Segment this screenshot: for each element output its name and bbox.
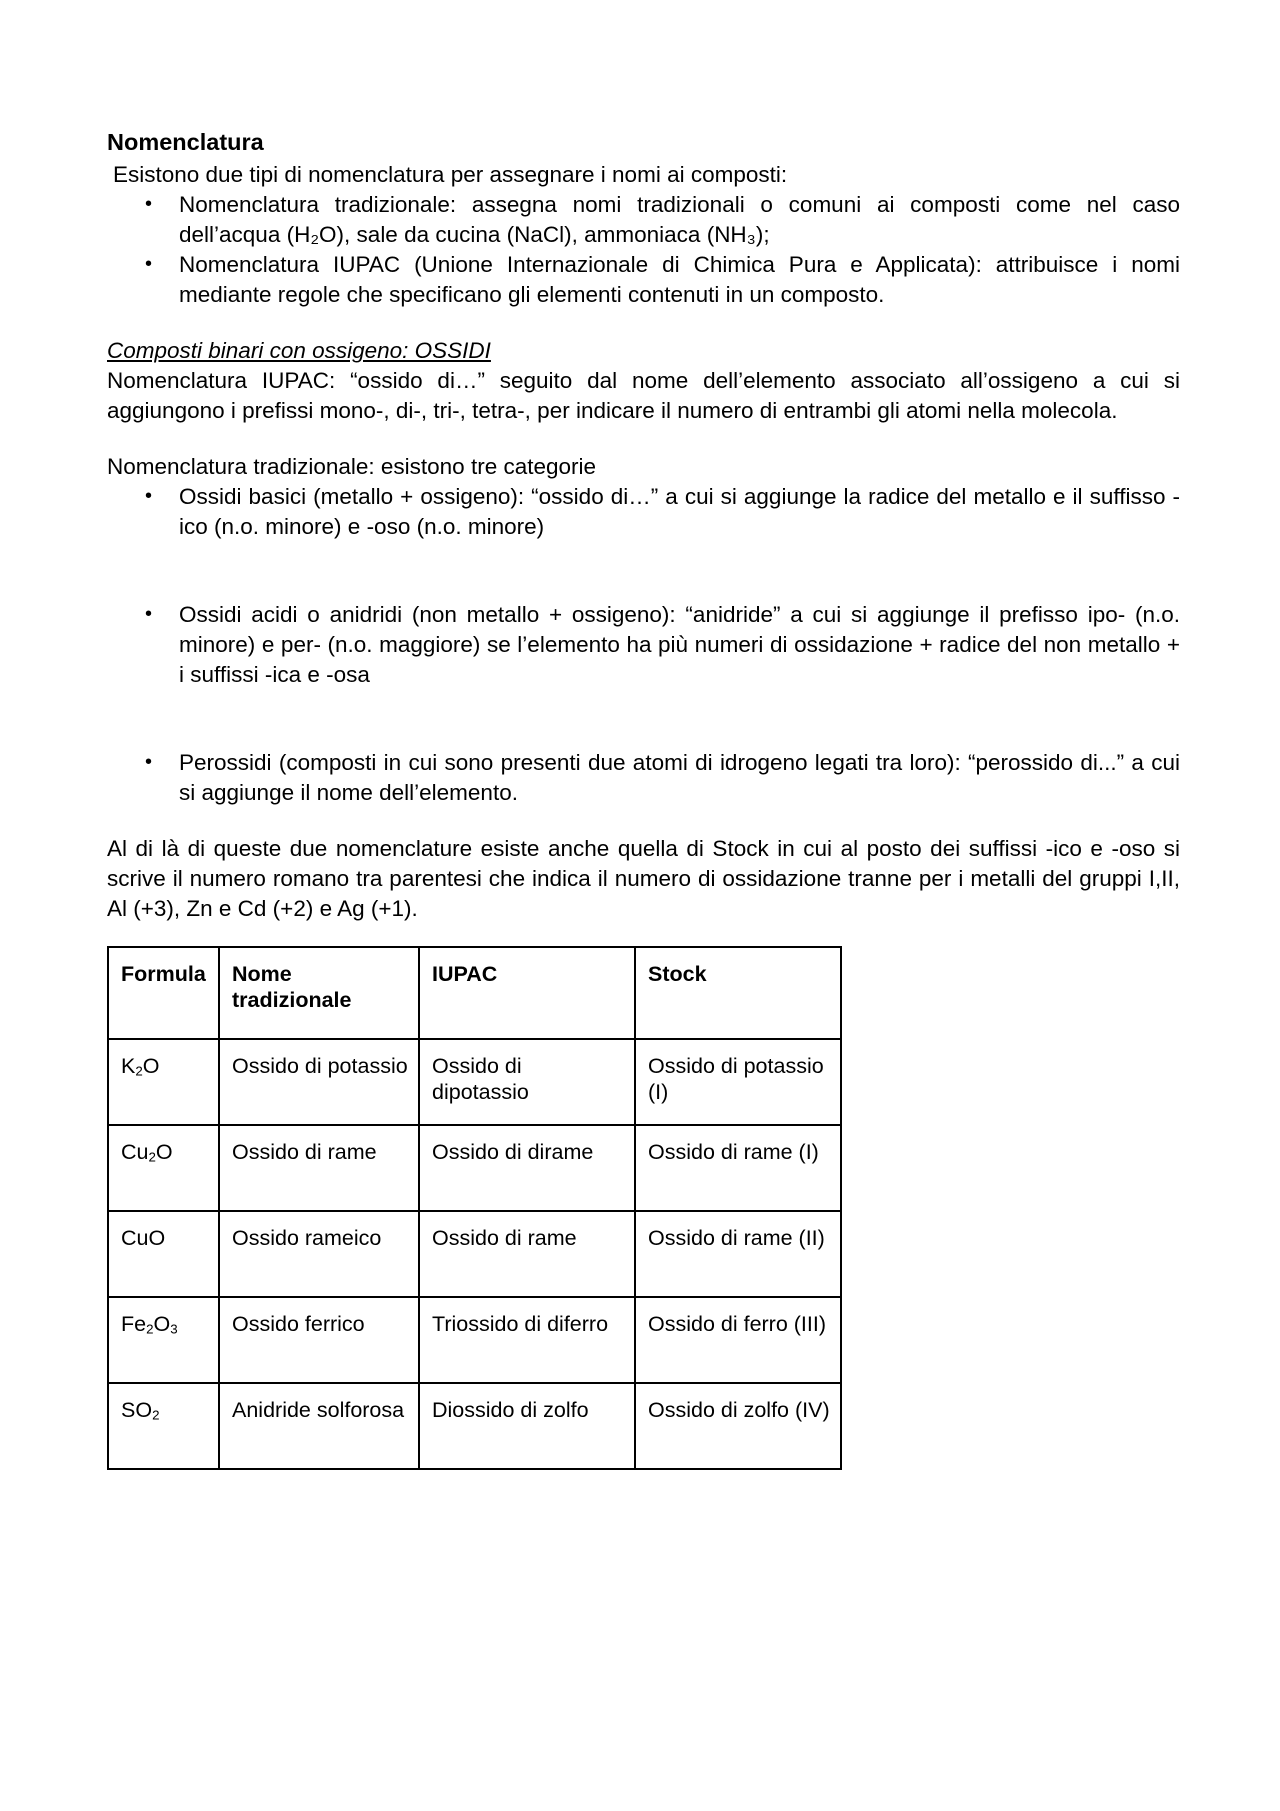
formula-symbol: SO — [121, 1398, 153, 1423]
list-item — [107, 482, 1180, 542]
cell-formula — [108, 1211, 219, 1297]
spacer — [107, 426, 1180, 452]
list-item — [107, 748, 1180, 808]
cell-traditional: Ossido rameico — [219, 1211, 419, 1297]
formula-subscript: 2 — [148, 1149, 156, 1165]
spacer — [107, 310, 1180, 336]
cell-iupac: Ossido di dirame — [419, 1125, 635, 1211]
cell-stock: Ossido di rame (I) — [635, 1125, 841, 1211]
cell-iupac: Triossido di diferro — [419, 1297, 635, 1383]
formula-symbol: K — [121, 1054, 136, 1079]
category-bullet-text-1: Ossidi basici (metallo + ossigeno): “ossido di…” a cui si aggiunge la radice del metallo e il suffisso -ico (n.o. minore) e -oso (n.o. minore) — [179, 484, 1180, 540]
list-item — [107, 600, 1180, 690]
cell-traditional: Ossido ferrico — [219, 1297, 419, 1383]
list-item — [107, 250, 1180, 310]
table-body — [108, 1039, 841, 1469]
intro-bullet-text-1: Nomenclatura tradizionale: assegna nomi tradizionali o comuni ai composti come nel caso dell’acqua (H₂O), sale da cucina (NaCl), ammoniaca (NH₃); — [179, 192, 1180, 248]
table-row — [108, 1125, 841, 1211]
formula-symbol: O — [142, 1054, 160, 1079]
intro-bullet-list — [107, 190, 1180, 310]
table-row — [108, 1211, 841, 1297]
table-header-row — [108, 947, 841, 1039]
intro-paragraph: Esistono due tipi di nomenclatura per assegnare i nomi ai composti: — [113, 162, 788, 188]
traditional-intro-paragraph: Nomenclatura tradizionale: esistono tre categorie — [107, 454, 597, 480]
formula-symbol: CuO — [121, 1226, 166, 1251]
table-row — [108, 1297, 841, 1383]
table-head — [108, 947, 841, 1039]
cell-formula — [108, 1125, 219, 1211]
cell-iupac: Diossido di zolfo — [419, 1383, 635, 1469]
category-bullet-text-2: Ossidi acidi o anidridi (non metallo + ossigeno): “anidride” a cui si aggiunge il prefisso ipo- (n.o. minore) e per- (n.o. maggiore) se l’elemento ha più numeri di ossidazione + radice del non metallo + i suffissi -ica e -osa — [179, 602, 1180, 688]
cell-stock: Ossido di zolfo (IV) — [635, 1383, 841, 1469]
page-title: Nomenclatura — [107, 129, 264, 155]
iupac-paragraph: Nomenclatura IUPAC: “ossido di…” seguito dal nome dell’elemento associato all’ossigeno a cui si aggiungono i prefissi mono-, di-, tri-, tetra-, per indicare il numero di entrambi gli atomi nella molecola. — [107, 368, 1180, 424]
formula-subscript: 2 — [135, 1063, 143, 1079]
cell-formula — [108, 1383, 219, 1469]
spacer — [107, 808, 1180, 834]
cell-iupac: Ossido di rame — [419, 1211, 635, 1297]
column-header-iupac: IUPAC — [419, 947, 635, 1039]
cell-traditional: Ossido di potassio — [219, 1039, 419, 1125]
section-heading-ossidi: Composti binari con ossigeno: OSSIDI — [107, 338, 491, 364]
cell-traditional: Ossido di rame — [219, 1125, 419, 1211]
list-item — [107, 190, 1180, 250]
formula-subscript: 2 — [146, 1321, 154, 1337]
cell-stock: Ossido di ferro (III) — [635, 1297, 841, 1383]
category-bullet-text-3: Perossidi (composti in cui sono presenti due atomi di idrogeno legati tra loro): “perossido di...” a cui si aggiunge il nome dell’elemento. — [179, 750, 1180, 806]
formula-symbol: O — [155, 1140, 173, 1165]
column-header-formula: Formula — [108, 947, 219, 1039]
cell-formula — [108, 1297, 219, 1383]
formula-symbol: O — [153, 1312, 171, 1337]
category-bullet-list — [107, 482, 1180, 808]
cell-formula — [108, 1039, 219, 1125]
oxides-table — [107, 946, 842, 1470]
section-heading-wrap — [107, 336, 1180, 366]
intro-bullet-text-2: Nomenclatura IUPAC (Unione Internazionale di Chimica Pura e Applicata): attribuisce i nomi mediante regole che specificano gli elementi contenuti in un composto. — [179, 252, 1180, 308]
formula-subscript: 3 — [170, 1321, 178, 1337]
formula-symbol: Cu — [121, 1140, 149, 1165]
cell-traditional: Anidride solforosa — [219, 1383, 419, 1469]
column-header-stock: Stock — [635, 947, 841, 1039]
cell-stock: Ossido di rame (II) — [635, 1211, 841, 1297]
cell-stock: Ossido di potassio (I) — [635, 1039, 841, 1125]
table-row — [108, 1039, 841, 1125]
stock-paragraph: Al di là di queste due nomenclature esiste anche quella di Stock in cui al posto dei suffissi -ico e -oso si scrive il numero romano tra parentesi che indica il numero di ossidazione tranne per i metalli del gruppi I,II, Al (+3), Zn e Cd (+2) e Ag (+1). — [107, 836, 1180, 922]
cell-iupac: Ossido di dipotassio — [419, 1039, 635, 1125]
formula-subscript: 2 — [152, 1407, 160, 1423]
column-header-traditional: Nome tradizionale — [219, 947, 419, 1039]
formula-symbol: Fe — [121, 1312, 147, 1337]
table-row — [108, 1383, 841, 1469]
